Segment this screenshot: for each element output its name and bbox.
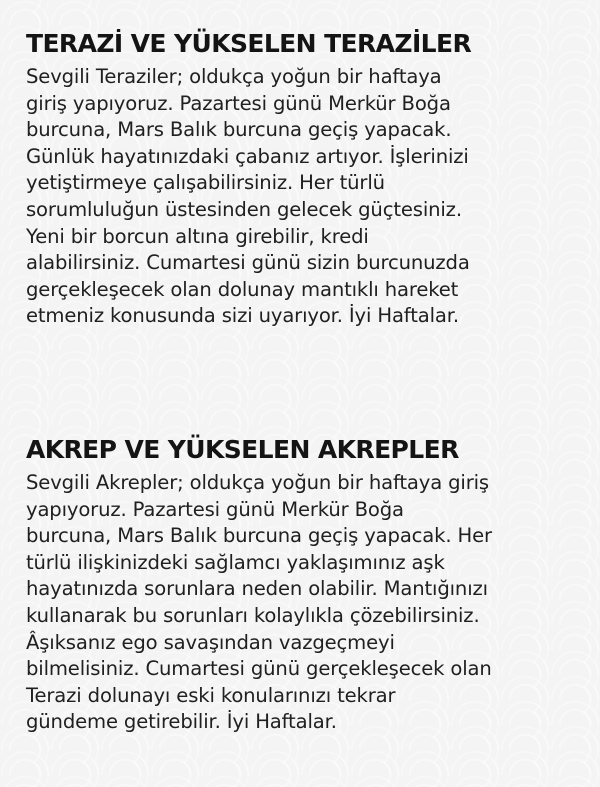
body-line: burcuna, Mars Balık burcuna geçiş yapacak. [26,118,452,142]
body-line: Terazi dolunayı eski konularınızı tekrar [26,683,396,707]
body-line: giriş yapıyoruz. Pazartesi günü Merkür Boğa [26,91,451,115]
body-line: etmeniz konusunda sizi uyarıyor. İyi Haftalar. [26,304,459,328]
body-line: bilmelisiniz. Cumartesi günü gerçekleşecek olan [26,657,492,681]
body-line: yetiştirmeye çalışabilirsiniz. Her türlü [26,171,385,195]
section-title-scorpio: AKREP VE YÜKSELEN AKREPLER [26,435,459,464]
body-line: alabilirsiniz. Cumartesi günü sizin burcunuzda [26,251,470,275]
horoscope-section-scorpio [26,432,584,736]
body-line: sorumluluğun üstesinden gelecek güçtesiniz. [26,197,462,221]
body-line: Yeni bir borcun altına girebilir, kredi [26,224,369,248]
body-line: Sevgili Akrepler; oldukça yoğun bir haftaya giriş [26,471,489,494]
body-line: gerçekleşecek olan dolunay mantıklı hareket [26,277,459,301]
body-line: Günlük hayatınızdaki çabanız artıyor. İşlerinizi [26,144,469,168]
body-line: burcuna, Mars Balık burcuna geçiş yapacak. Her [26,524,492,548]
body-line: hayatınızda sorunlara neden olabilir. Mantığınızı [26,577,488,601]
body-line: kullanarak bu sorunları kolaylıkla çözebilirsiniz. [26,603,480,627]
section-body-libra [26,64,584,330]
body-line: Âşıksanız ego savaşından vazgeçmeyi [26,630,395,654]
body-line: Sevgili Teraziler; oldukça yoğun bir haftaya [26,65,442,88]
body-line: yapıyoruz. Pazartesi günü Merkür Boğa [26,497,404,521]
horoscope-section-libra [26,26,584,330]
section-title-libra: TERAZİ VE YÜKSELEN TERAZİLER [26,29,472,58]
section-body-scorpio [26,470,584,736]
body-line: gündeme getirebilir. İyi Haftalar. [26,710,337,734]
body-line: türlü ilişkinizdeki sağlamcı yaklaşımınız aşk [26,550,445,574]
